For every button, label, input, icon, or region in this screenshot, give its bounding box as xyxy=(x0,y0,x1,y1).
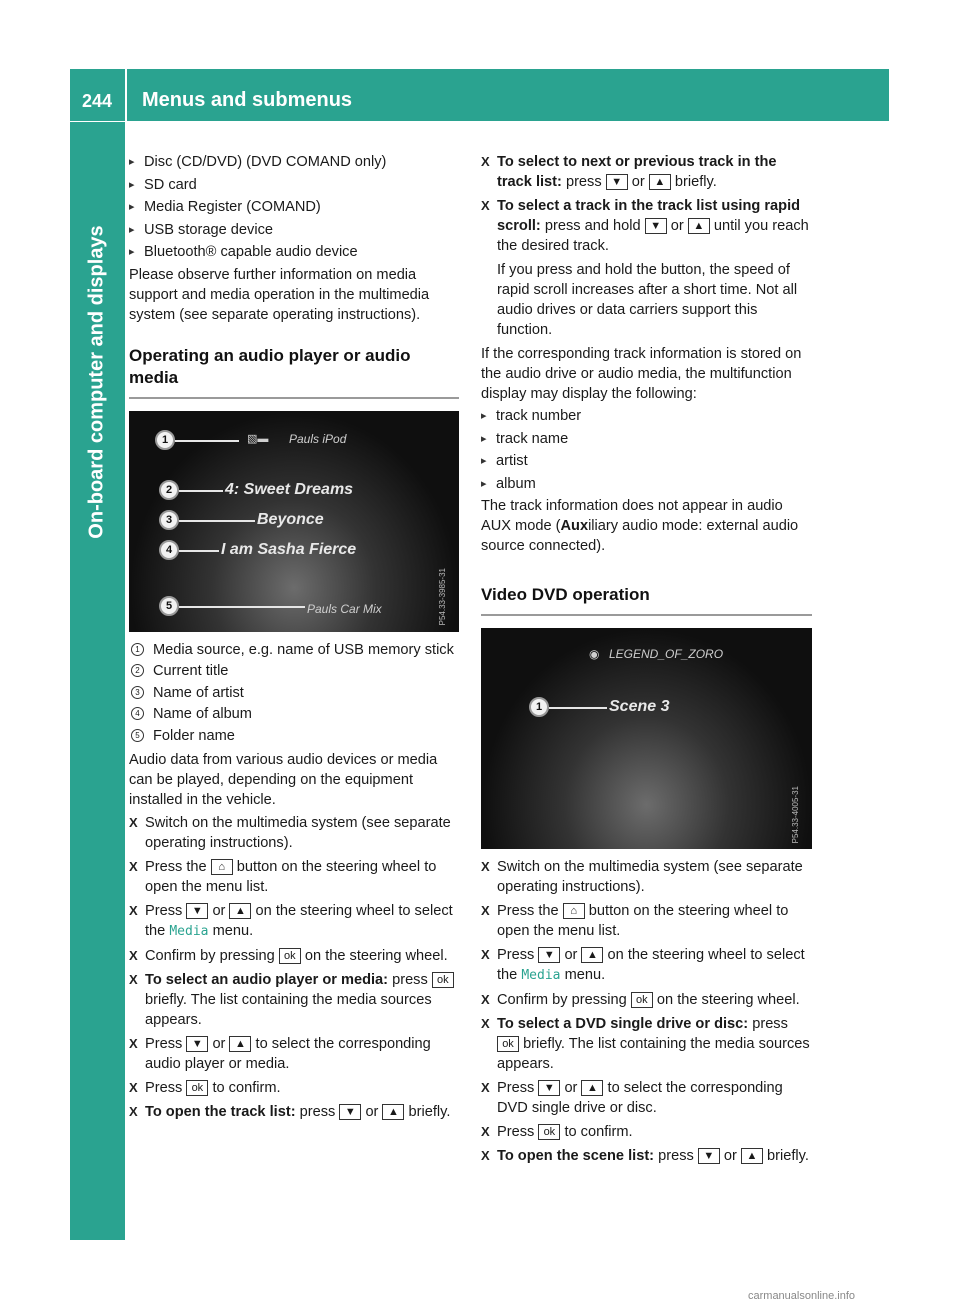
figure-code: P54.33-4005-31 xyxy=(791,785,800,843)
list-item: ▸ Bluetooth® capable audio device xyxy=(129,242,459,262)
list-item: ▸ Media Register (COMAND) xyxy=(129,197,459,217)
step: X Press ▼ or ▲ to select the corresponding DVD single drive or disc. xyxy=(481,1078,812,1118)
leader-line xyxy=(175,440,239,442)
list-item: ▸ USB storage device xyxy=(129,220,459,240)
step: X To open the track list: press ▼ or ▲ briefly. xyxy=(129,1102,459,1122)
list-item: ▸ track name xyxy=(481,429,812,449)
legend-number: 5 xyxy=(131,729,144,742)
section-heading: Video DVD operation xyxy=(481,584,812,616)
step: X Switch on the multimedia system (see separate operating instructions). xyxy=(481,857,812,897)
ok-key-icon: ok xyxy=(497,1036,519,1052)
step: X Confirm by pressing ok on the steering wheel. xyxy=(481,990,812,1010)
watermark: carmanualsonline.info xyxy=(748,1290,856,1302)
audio-display-figure xyxy=(129,411,459,632)
list-item: ▸ track number xyxy=(481,406,812,426)
figure-code: P54.33-3985-31 xyxy=(438,568,447,626)
legend-item: 4 Name of album xyxy=(129,704,459,724)
callout-1: 1 xyxy=(529,697,549,717)
legend-number: 1 xyxy=(131,643,144,656)
disc-icon: ◉ xyxy=(589,647,600,661)
up-key-icon: ▲ xyxy=(688,218,710,234)
legend-item: 1 Media source, e.g. name of USB memory stick xyxy=(129,640,459,660)
step: X Press ▼ or ▲ on the steering wheel to select the Media menu. xyxy=(129,901,459,942)
dvd-display-figure xyxy=(481,628,812,849)
paragraph: The track information does not appear in audio AUX mode (Auxiliary audio mode: external audio source connected). xyxy=(481,498,799,554)
page-number: 244 xyxy=(70,69,125,121)
up-key-icon: ▲ xyxy=(382,1104,404,1120)
paragraph: If the corresponding track information is stored on the audio drive or audio media, the multifunction display may display the following: xyxy=(481,346,802,402)
up-key-icon: ▲ xyxy=(229,903,251,919)
down-key-icon: ▼ xyxy=(606,174,628,190)
list-item: ▸ SD card xyxy=(129,175,459,195)
leader-line xyxy=(549,707,607,709)
step: X To select a DVD single drive or disc: press ok briefly. The list containing the media sources appears. xyxy=(481,1014,812,1074)
step: X Press the ⌂ button on the steering wheel to open the menu list. xyxy=(129,857,459,897)
figure-source: Pauls iPod xyxy=(289,431,347,446)
figure-track: 4: Sweet Dreams xyxy=(225,480,354,498)
ok-key-icon: ok xyxy=(538,1124,560,1140)
list-item: ▸ Disc (CD/DVD) (DVD COMAND only) xyxy=(129,152,459,172)
paragraph: Audio data from various audio devices or media can be played, depending on the equipment installed in the vehicle. xyxy=(129,751,438,808)
step: X Press ▼ or ▲ to select the corresponding audio player or media. xyxy=(129,1034,459,1074)
usb-icon: ▧▬ xyxy=(247,432,269,445)
leader-line xyxy=(179,520,255,522)
ok-key-icon: ok xyxy=(186,1080,208,1096)
ok-key-icon: ok xyxy=(631,992,653,1008)
down-key-icon: ▼ xyxy=(645,218,667,234)
up-key-icon: ▲ xyxy=(649,174,671,190)
figure-album: I am Sasha Fierce xyxy=(221,540,357,558)
callout-2: 2 xyxy=(159,480,179,500)
side-tab-label: On-board computer and displays xyxy=(85,225,108,539)
step: X Press ok to confirm. xyxy=(481,1122,812,1142)
down-key-icon: ▼ xyxy=(538,1080,560,1096)
figure-folder: Pauls Car Mix xyxy=(307,601,382,616)
section-title: Menus and submenus xyxy=(127,69,889,121)
step: X Press ▼ or ▲ on the steering wheel to select the Media menu. xyxy=(481,945,812,986)
callout-1: 1 xyxy=(155,430,175,450)
callout-3: 3 xyxy=(159,510,179,530)
figure-scene: Scene 3 xyxy=(609,698,670,715)
leader-line xyxy=(179,550,219,552)
callout-5: 5 xyxy=(159,596,179,616)
media-menu-word: Media xyxy=(521,968,561,983)
step: X To open the scene list: press ▼ or ▲ briefly. xyxy=(481,1146,812,1166)
home-key-icon: ⌂ xyxy=(563,903,585,919)
section-heading: Operating an audio player or audio media xyxy=(129,345,459,399)
step: X Switch on the multimedia system (see separate operating instructions). xyxy=(129,813,459,853)
down-key-icon: ▼ xyxy=(698,1148,720,1164)
legend-number: 2 xyxy=(131,664,144,677)
home-key-icon: ⌂ xyxy=(211,859,233,875)
step: X Press the ⌂ button on the steering wheel to open the menu list. xyxy=(481,901,812,941)
up-key-icon: ▲ xyxy=(581,947,603,963)
step: X Confirm by pressing ok on the steering wheel. xyxy=(129,946,459,966)
step: X To select a track in the track list using rapid scroll: press and hold ▼ or ▲ until you reach the desired track. xyxy=(481,196,812,256)
figure-artist: Beyonce xyxy=(257,510,324,528)
up-key-icon: ▲ xyxy=(229,1036,251,1052)
note: If you press and hold the button, the speed of rapid scroll increases after a short time. Not all audio drives or data carriers support this function. xyxy=(497,262,798,338)
legend-item: 3 Name of artist xyxy=(129,683,459,703)
figure-dvd-title: LEGEND_OF_ZORO xyxy=(609,647,724,661)
legend-number: 4 xyxy=(131,707,144,720)
step: X To select an audio player or media: press ok briefly. The list containing the media sources appears. xyxy=(129,970,459,1030)
left-column xyxy=(129,152,459,1126)
paragraph: Please observe further information on media support and media operation in the multimedia system (see separate operating instructions). xyxy=(129,266,430,323)
step: X To select to next or previous track in the track list: press ▼ or ▲ briefly. xyxy=(481,152,812,192)
right-column xyxy=(481,152,812,1170)
down-key-icon: ▼ xyxy=(186,1036,208,1052)
step: X Press ok to confirm. xyxy=(129,1078,459,1098)
ok-key-icon: ok xyxy=(432,972,454,988)
down-key-icon: ▼ xyxy=(538,947,560,963)
leader-line xyxy=(179,490,223,492)
legend-number: 3 xyxy=(131,686,144,699)
up-key-icon: ▲ xyxy=(741,1148,763,1164)
media-menu-word: Media xyxy=(169,923,209,939)
list-item: ▸ artist xyxy=(481,451,812,471)
legend-item: 5 Folder name xyxy=(129,726,459,746)
ok-key-icon: ok xyxy=(279,948,301,964)
list-item: ▸ album xyxy=(481,474,812,494)
down-key-icon: ▼ xyxy=(186,903,208,919)
up-key-icon: ▲ xyxy=(581,1080,603,1096)
leader-line xyxy=(179,606,305,608)
callout-4: 4 xyxy=(159,540,179,560)
legend-item: 2 Current title xyxy=(129,661,459,681)
down-key-icon: ▼ xyxy=(339,1104,361,1120)
